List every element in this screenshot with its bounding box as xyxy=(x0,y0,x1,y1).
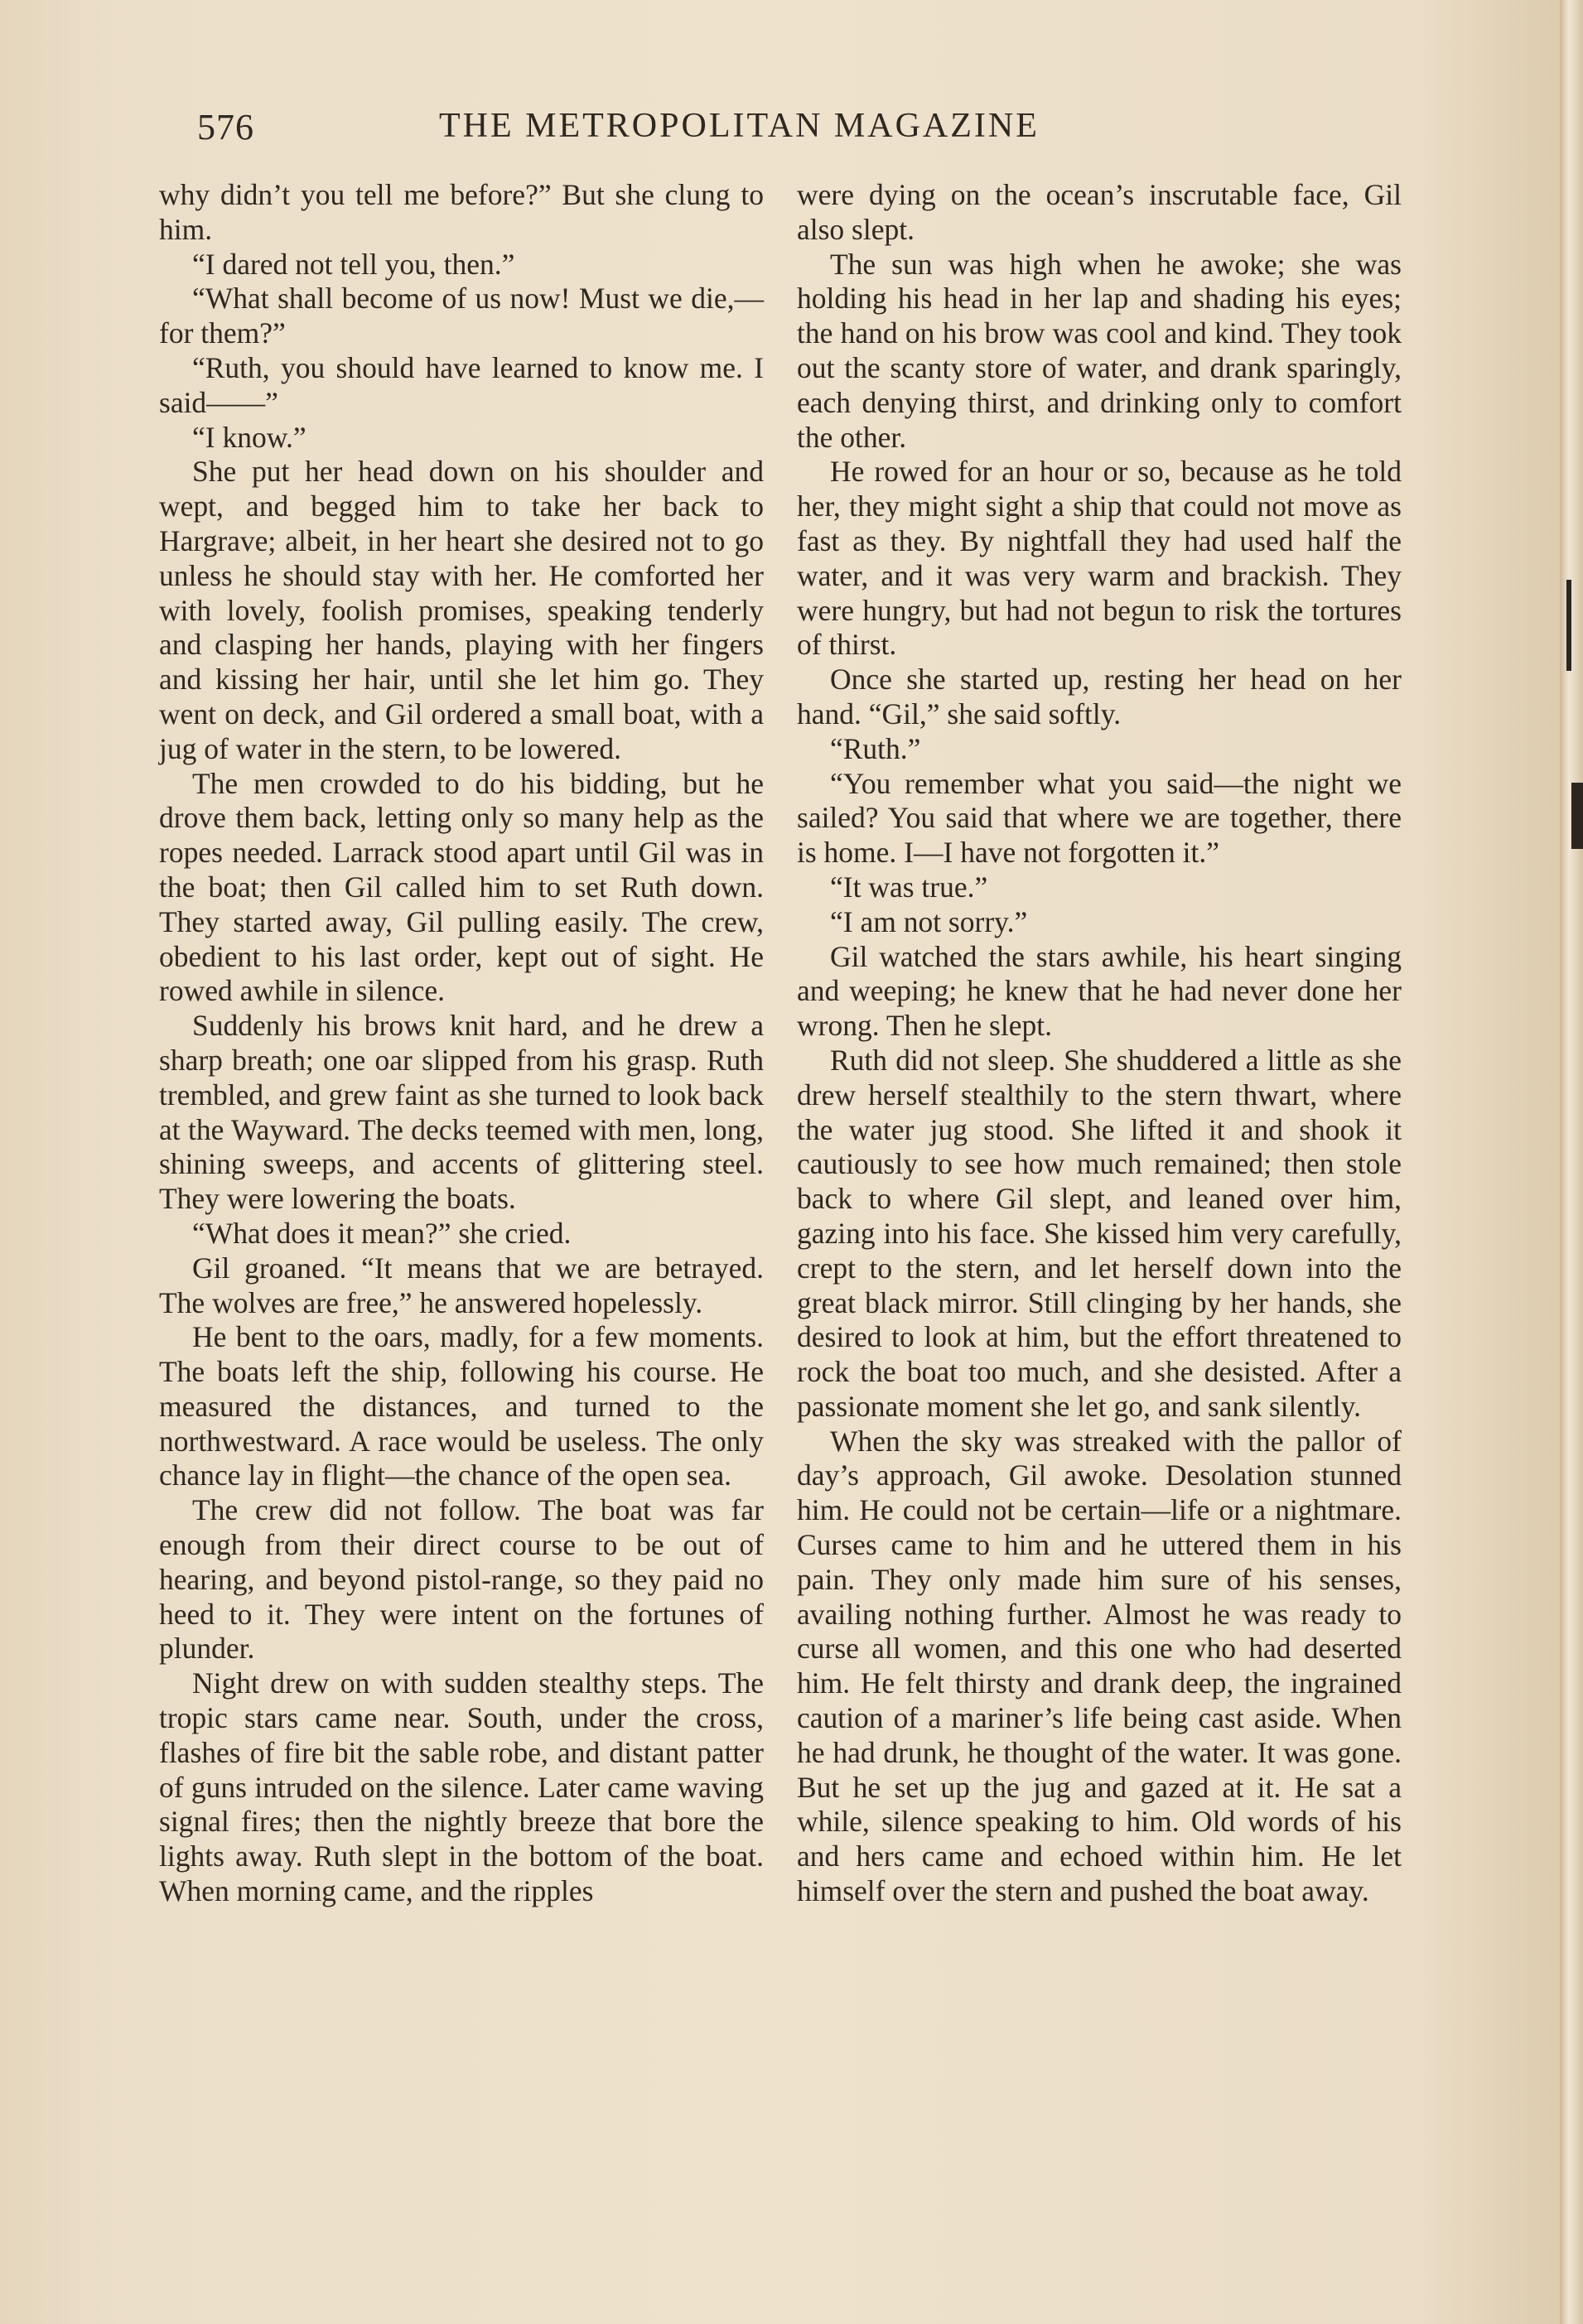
page-number: 576 xyxy=(197,107,254,147)
paragraph: “It was true.” xyxy=(830,870,988,904)
paragraph: “You remember what you said—the night we sailed? You said that where we are together, there is home. I—I have not forgotten it.” xyxy=(797,766,1402,870)
paragraph: He bent to the oars, madly, for a few moments. The boats left the ship, following his course. He measured the distances, and turned to the northwestward. A race would be useless. The only chance lay in flight—the chance of the open sea. xyxy=(159,1320,764,1492)
right-column xyxy=(797,178,1402,1909)
paragraph: Ruth did not sleep. She shuddered a little as she drew herself stealthily to the stern thwart, where the water jug stood. She lifted it and shook it cautiously to see how much remained; then stole back to where Gil slept, and leaned over him, gazing into his face. She kissed him very carefully, crept to the stern, and let herself down into the great black mirror. Still clinging by her hands, she desired to look at him, but the effort threatened to rock the boat too much, and she desisted. After a passionate moment she let go, and sank silently. xyxy=(797,1043,1402,1423)
paragraph: When the sky was streaked with the pallor of day’s approach, Gil awoke. Desolation stunned him. He could not be certain—life or a nightmare. Curses came to him and he uttered them in his pain. They only made him sure of his senses, availing nothing further. Almost he was ready to curse all women, and this one who had deserted him. He felt thirsty and drank deep, the ingrained caution of a mariner’s life being cast aside. When he had drunk, he thought of the water. It was gone. But he set up the jug and gazed at it. He sat a while, silence speaking to him. Old words of his and hers came and echoed within him. He let himself over the stern and pushed the boat away. xyxy=(797,1424,1402,1908)
paragraph: Night drew on with sudden stealthy steps. The tropic stars came near. South, under the cross, flashes of fire bit the sable robe, and distant patter of guns intruded on the silence. Later came waving signal fires; then the nightly breeze that bore the lights away. Ruth slept in the bottom of the boat. When morning came, and the ripples xyxy=(159,1666,764,1908)
paragraph: “I am not sorry.” xyxy=(830,904,1028,938)
paragraph: “What shall become of us now! Must we die,—for them?” xyxy=(159,282,764,350)
paragraph: The men crowded to do his bidding, but he drove them back, letting only so many help as the ropes needed. Larrack stood apart until Gil was in the boat; then Gil called him to set Ruth down. They started away, Gil pulling easily. The crew, obedient to his last order, kept out of sight. He rowed awhile in silence. xyxy=(159,766,764,1008)
paragraph: The sun was high when he awoke; she was holding his head in her lap and shading his eyes; the hand on his brow was cool and kind. They took out the scanty store of water, and drank sparingly, each denying thirst, and drinking only to comfort the other. xyxy=(797,247,1402,454)
paragraph: “I know.” xyxy=(192,420,306,454)
edge-mark xyxy=(1571,783,1583,849)
paragraph: Suddenly his brows knit hard, and he drew a sharp breath; one oar slipped from his grasp. Ruth trembled, and grew faint as she turned to look back at the Wayward. The decks teemed with men, long, shining sweeps, and accents of glittering steel. They were lowering the boats. xyxy=(159,1009,764,1216)
edge-mark xyxy=(1566,580,1571,671)
paragraph: She put her head down on his shoulder and wept, and begged him to take her back to Hargrave; albeit, in her heart she desired not to go unless he should stay with her. He comforted her with lovely, foolish promises, speaking tenderly and clasping her hands, playing with her fingers and kissing her hair, until she let him go. They went on deck, and Gil ordered a small boat, with a jug of water in the stern, to be lowered. xyxy=(159,455,764,765)
paragraph: The crew did not follow. The boat was far enough from their direct course to be out of hearing, and beyond pistol-range, so they paid no heed to it. They were intent on the fortunes of plunder. xyxy=(159,1493,764,1666)
paragraph: Gil groaned. “It means that we are betrayed. The wolves are free,” he answered hopelessly. xyxy=(159,1251,764,1319)
left-column xyxy=(159,178,764,1909)
paragraph: why didn’t you tell me before?” But she clung to him. xyxy=(159,178,764,246)
paragraph: “I dared not tell you, then.” xyxy=(192,247,515,281)
paragraph: Gil watched the stars awhile, his heart singing and weeping; he knew that he had never done her wrong. Then he slept. xyxy=(797,939,1402,1043)
paragraph: were dying on the ocean’s inscrutable face, Gil also slept. xyxy=(797,178,1402,246)
page-edge xyxy=(1560,0,1583,2324)
paragraph: “Ruth.” xyxy=(830,731,921,765)
paragraph: “What does it mean?” she cried. xyxy=(192,1216,572,1250)
paragraph: Once she started up, resting her head on her hand. “Gil,” she said softly. xyxy=(797,663,1402,730)
paragraph: “Ruth, you should have learned to know me. I said——” xyxy=(159,350,764,419)
paragraph: He rowed for an hour or so, because as he told her, they might sight a ship that could not move as fast as they. By nightfall they had used half the water, and it was very warm and brackish. They were hungry, but had not begun to risk the tortures of thirst. xyxy=(797,455,1402,662)
page-header xyxy=(197,106,1583,156)
running-title: THE METROPOLITAN MAGAZINE xyxy=(439,107,1040,145)
